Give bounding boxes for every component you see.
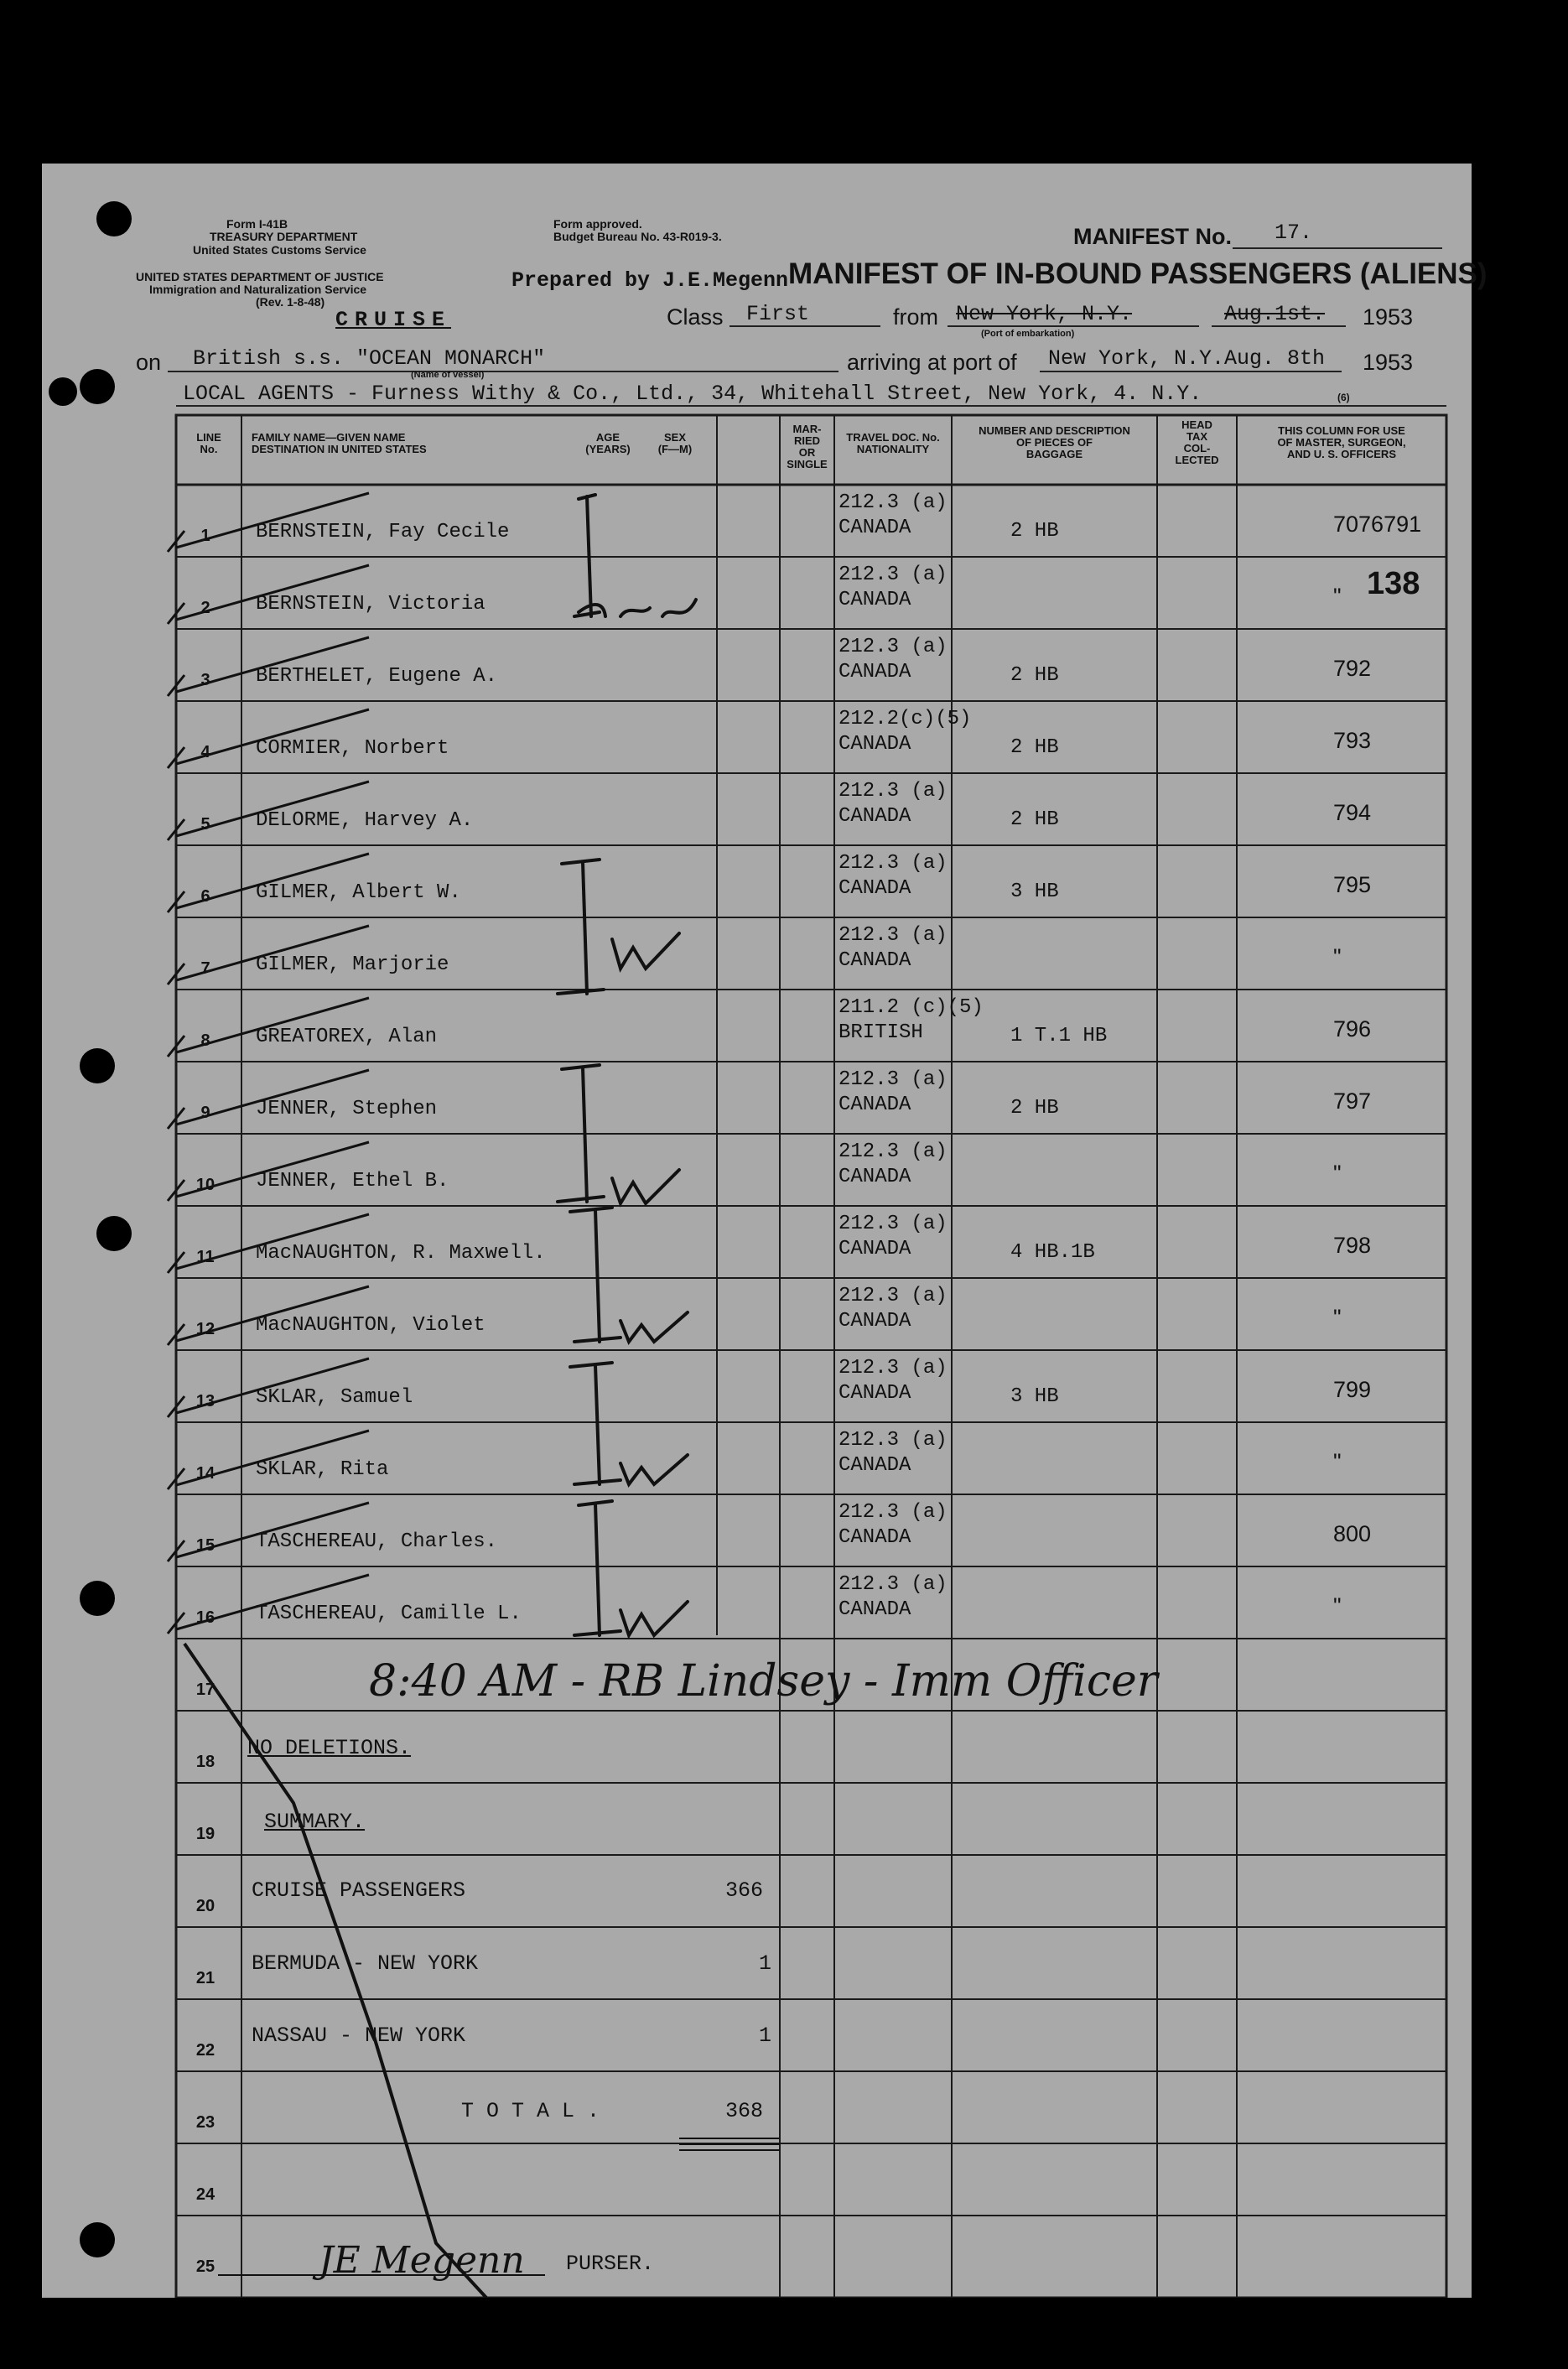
line-number: 15 xyxy=(195,1536,215,1555)
nationality: CANADA xyxy=(839,949,911,972)
officer-column: 796 xyxy=(1333,1016,1372,1042)
table-grid xyxy=(42,164,1472,2298)
travel-doc-number: 212.3 (a) xyxy=(839,852,948,875)
officer-column: 7076791 xyxy=(1333,512,1422,537)
passenger-name: JENNER, Ethel B. xyxy=(256,1170,449,1192)
travel-doc-number: 212.3 (a) xyxy=(839,780,948,803)
port-caption: (Port of embarkation) xyxy=(981,329,1075,339)
line-number: 3 xyxy=(200,671,210,689)
nationality: CANADA xyxy=(839,661,911,683)
header-travel-doc: TRAVEL DOC. No. NATIONALITY xyxy=(846,431,940,455)
travel-doc-number: 212.3 (a) xyxy=(839,1140,948,1163)
nationality: BRITISH xyxy=(839,1021,923,1044)
line-number: 12 xyxy=(195,1320,215,1338)
officer-column: " xyxy=(1333,1161,1342,1186)
officer-column: " xyxy=(1333,1449,1342,1474)
total-label: T O T A L . xyxy=(461,2099,600,2123)
line-number: 22 xyxy=(195,2041,215,2060)
travel-doc-number: 212.3 (a) xyxy=(839,1285,948,1307)
nationality: CANADA xyxy=(839,1166,911,1188)
travel-doc-number: 212.3 (a) xyxy=(839,636,948,658)
baggage: 2 HB xyxy=(1010,520,1059,543)
baggage: 2 HB xyxy=(1010,1097,1059,1120)
officer-column: 800 xyxy=(1333,1521,1372,1546)
vessel-name: British s.s. "OCEAN MONARCH" xyxy=(193,346,546,371)
line-number: 4 xyxy=(200,743,210,761)
travel-doc-number: 212.3 (a) xyxy=(839,1429,948,1452)
treasury-dept: TREASURY DEPARTMENT xyxy=(210,230,358,243)
revision-date: (Rev. 1-8-48) xyxy=(256,295,325,309)
on-label: on xyxy=(136,350,162,375)
line-number: 25 xyxy=(195,2257,215,2276)
passenger-name: GREATOREX, Alan xyxy=(256,1026,438,1048)
nationality: CANADA xyxy=(839,1310,911,1333)
total-count: 368 xyxy=(725,2099,764,2123)
nationality: CANADA xyxy=(839,589,911,611)
header-baggage: NUMBER AND DESCRIPTION OF PIECES OF BAGGAGE xyxy=(979,424,1130,460)
travel-doc-number: 212.3 (a) xyxy=(839,1068,948,1091)
cruise-label: CRUISE xyxy=(335,308,452,332)
nassau-count: 1 xyxy=(759,2024,772,2048)
header-sex: SEX (F—M) xyxy=(657,431,693,455)
nationality: CANADA xyxy=(839,733,911,756)
officer-column: 793 xyxy=(1333,728,1372,753)
local-agents: LOCAL AGENTS - Furness Withy & Co., Ltd., 34, Whitehall Street, New York, 4. N.Y. xyxy=(183,382,1202,406)
inspector-note: 8:40 AM - RB Lindsey - Imm Officer xyxy=(369,1656,1158,1707)
travel-doc-number: 212.3 (a) xyxy=(839,1357,948,1379)
travel-doc-number: 212.2(c)(5) xyxy=(839,708,972,730)
purser-label: PURSER. xyxy=(566,2252,655,2276)
manifest-number: 17. xyxy=(1275,221,1313,245)
from-label: from xyxy=(893,304,938,330)
travel-doc-number: 211.2 (c)(5) xyxy=(839,996,984,1019)
nationality: CANADA xyxy=(839,1598,911,1621)
arrival-port: New York, N.Y. xyxy=(1048,346,1225,371)
baggage: 2 HB xyxy=(1010,736,1059,759)
manifest-title: MANIFEST OF IN-BOUND PASSENGERS (ALIENS) xyxy=(788,257,1488,290)
header-line-no: LINE No. xyxy=(196,431,221,455)
form-approved: Form approved. xyxy=(553,217,642,231)
passenger-name: BERTHELET, Eugene A. xyxy=(256,665,498,688)
departure-year: 1953 xyxy=(1363,304,1414,330)
line-number: 16 xyxy=(195,1608,215,1627)
officer-column: " xyxy=(1333,1305,1342,1330)
officer-column: 794 xyxy=(1333,800,1372,825)
officer-column: 792 xyxy=(1333,656,1372,681)
departure-date: Aug.1st. xyxy=(1224,302,1326,326)
line-number: 24 xyxy=(195,2185,215,2204)
officer-column: 799 xyxy=(1333,1377,1372,1402)
line-number: 14 xyxy=(195,1464,215,1483)
passenger-name: GILMER, Albert W. xyxy=(256,881,461,904)
header-head-tax: HEAD TAX COL- LECTED xyxy=(1175,418,1219,466)
line-number: 13 xyxy=(195,1392,215,1410)
line-number: 9 xyxy=(200,1104,210,1122)
line-number: 19 xyxy=(195,1825,215,1843)
nassau-new-york: NASSAU - NEW YORK xyxy=(252,2024,466,2048)
nationality: CANADA xyxy=(839,877,911,900)
nationality: CANADA xyxy=(839,1454,911,1477)
arrival-year: 1953 xyxy=(1363,350,1414,375)
passenger-name: CORMIER, Norbert xyxy=(256,737,449,760)
purser-signature: JE Megenn xyxy=(319,2239,525,2282)
line-number: 20 xyxy=(195,1897,215,1915)
passenger-name: MacNAUGHTON, Violet xyxy=(256,1314,485,1337)
prepared-by: Prepared by J.E.Megenn xyxy=(511,268,789,293)
passenger-name: TASCHEREAU, Camille L. xyxy=(256,1603,522,1625)
passenger-name: BERNSTEIN, Victoria xyxy=(256,593,485,616)
header-age: AGE (YEARS) xyxy=(585,431,631,455)
manifest-no-label: MANIFEST No. xyxy=(1073,224,1232,249)
summary-heading: SUMMARY. xyxy=(264,1810,366,1834)
nationality: CANADA xyxy=(839,1238,911,1260)
line-number: 17 xyxy=(195,1681,215,1699)
budget-bureau: Budget Bureau No. 43-R019-3. xyxy=(553,230,722,243)
nationality: CANADA xyxy=(839,1526,911,1549)
stamp-138: 138 xyxy=(1367,566,1420,601)
form-number: Form I-41B xyxy=(226,217,288,231)
arriving-label: arriving at port of xyxy=(847,350,1017,375)
travel-doc-number: 212.3 (a) xyxy=(839,491,948,514)
arrival-date: Aug. 8th xyxy=(1224,346,1326,371)
baggage: 3 HB xyxy=(1010,1385,1059,1408)
manifest-page xyxy=(42,164,1488,2298)
line-number: 2 xyxy=(200,599,210,617)
cruise-passengers: CRUISE PASSENGERS xyxy=(252,1878,466,1903)
nationality: CANADA xyxy=(839,517,911,539)
travel-doc-number: 212.3 (a) xyxy=(839,1573,948,1596)
officer-column: 798 xyxy=(1333,1233,1372,1258)
line-number: 6 xyxy=(200,887,210,906)
officer-column: " xyxy=(1333,584,1342,609)
immigration-service: Immigration and Naturalization Service xyxy=(149,283,367,296)
line-number: 7 xyxy=(200,959,210,978)
passenger-name: TASCHEREAU, Charles. xyxy=(256,1530,498,1553)
travel-doc-number: 212.3 (a) xyxy=(839,1213,948,1235)
line-number: 1 xyxy=(200,527,210,545)
vessel-caption: (Name of vessel) xyxy=(411,370,485,380)
embarkation-port: New York, N.Y. xyxy=(956,302,1133,326)
cruise-passengers-count: 366 xyxy=(725,1878,764,1903)
no-deletions: NO DELETIONS. xyxy=(247,1736,412,1760)
nationality: CANADA xyxy=(839,1382,911,1405)
class-label: Class xyxy=(667,304,724,330)
line-number: 11 xyxy=(196,1248,215,1266)
passenger-name: GILMER, Marjorie xyxy=(256,953,449,976)
nationality: CANADA xyxy=(839,1094,911,1116)
agents-mark: (6) xyxy=(1337,392,1350,403)
header-married: MAR- RIED OR SINGLE xyxy=(787,423,828,470)
passenger-name: DELORME, Harvey A. xyxy=(256,809,474,832)
officer-column: 795 xyxy=(1333,872,1372,897)
baggage: 3 HB xyxy=(1010,881,1059,903)
header-officers: THIS COLUMN FOR USE OF MASTER, SURGEON, AND U. S. OFFICERS xyxy=(1277,424,1406,460)
passenger-name: SKLAR, Rita xyxy=(256,1458,389,1481)
officer-column: 797 xyxy=(1333,1088,1372,1114)
travel-doc-number: 212.3 (a) xyxy=(839,924,948,947)
line-number: 5 xyxy=(200,815,210,834)
baggage: 1 T.1 HB xyxy=(1010,1025,1108,1047)
line-number: 10 xyxy=(195,1176,215,1194)
passenger-name: JENNER, Stephen xyxy=(256,1098,438,1120)
justice-dept: UNITED STATES DEPARTMENT OF JUSTICE xyxy=(136,270,384,283)
travel-doc-number: 212.3 (a) xyxy=(839,1501,948,1524)
baggage: 2 HB xyxy=(1010,808,1059,831)
passenger-name: BERNSTEIN, Fay Cecile xyxy=(256,521,510,543)
officer-column: " xyxy=(1333,944,1342,969)
baggage: 4 HB.1B xyxy=(1010,1241,1095,1264)
header-name: FAMILY NAME—GIVEN NAME DESTINATION IN UNITED STATES xyxy=(252,431,427,455)
baggage: 2 HB xyxy=(1010,664,1059,687)
passenger-name: MacNAUGHTON, R. Maxwell. xyxy=(256,1242,546,1265)
nationality: CANADA xyxy=(839,805,911,828)
officer-column: " xyxy=(1333,1593,1342,1618)
travel-doc-number: 212.3 (a) xyxy=(839,564,948,586)
line-number: 23 xyxy=(195,2113,215,2132)
line-number: 8 xyxy=(200,1031,210,1050)
line-number: 18 xyxy=(195,1753,215,1771)
passenger-name: SKLAR, Samuel xyxy=(256,1386,413,1409)
bermuda-count: 1 xyxy=(759,1951,772,1976)
customs-service: United States Customs Service xyxy=(193,243,366,257)
line-number: 21 xyxy=(195,1969,215,1987)
class-value: First xyxy=(746,302,810,326)
bermuda-new-york: BERMUDA - NEW YORK xyxy=(252,1951,479,1976)
